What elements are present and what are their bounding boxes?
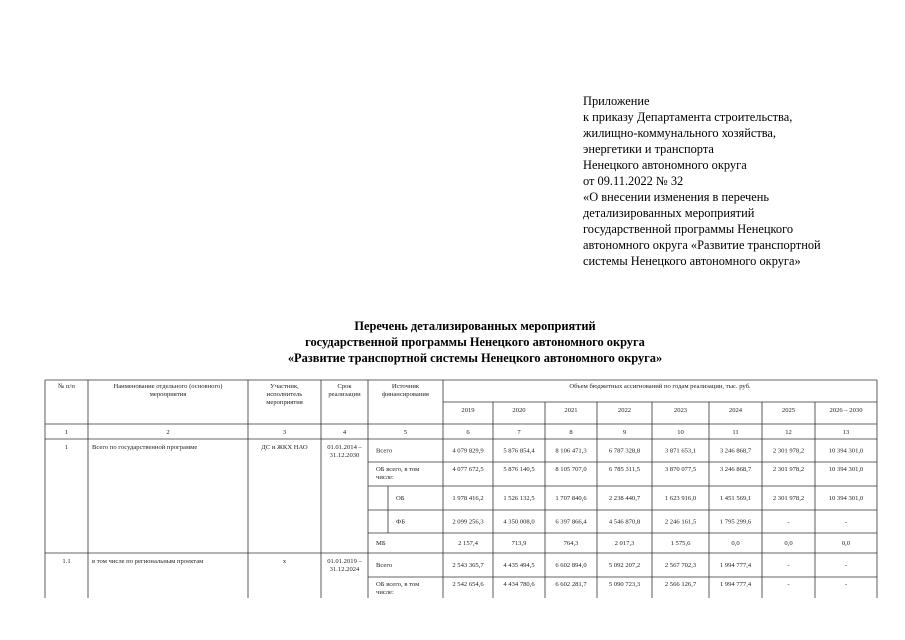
row-value: 4 546 870,8: [608, 518, 641, 526]
appendix-line: жилищно-коммунального хозяйства,: [583, 126, 777, 140]
appendix-line: энергетики и транспорта: [583, 142, 714, 156]
column-number: 7: [517, 429, 521, 436]
row-value: 1 575,6: [670, 540, 691, 547]
header-term: реализации: [328, 391, 361, 398]
column-number: 8: [569, 429, 573, 436]
row-value: 6 397 866,4: [555, 518, 587, 526]
appendix-line: Ненецкого автономного округа: [583, 158, 747, 172]
row-value: 6 602 281,7: [555, 581, 587, 588]
row-value: 1 795 299,6: [719, 518, 752, 526]
row-value: 10 394 301,0: [828, 466, 864, 473]
appendix-line: Приложение: [583, 94, 650, 108]
header-name: Наименование отдельного (основного): [113, 383, 223, 390]
row-value: 0,0: [841, 540, 851, 547]
header-year: 2023: [673, 407, 688, 414]
row-value: 713,9: [511, 540, 527, 547]
column-number: 3: [282, 429, 287, 436]
header-year: 2021: [564, 407, 578, 414]
row-value: -: [787, 581, 790, 588]
row-source: Всего: [376, 447, 393, 455]
row-num: 1: [64, 444, 69, 451]
appendix-line: «О внесении изменения в перечень: [583, 190, 770, 204]
row-value: 3 871 653,1: [664, 447, 697, 455]
row-value: 8 106 471,3: [555, 447, 587, 455]
row-value: 2 301 978,2: [772, 447, 805, 455]
appendix-line: автономного округа «Развитие транспортной: [583, 238, 821, 252]
column-number: 12: [785, 429, 792, 436]
row-value: 5 092 207,2: [608, 562, 641, 569]
row-value: 3 246 868,7: [719, 447, 752, 455]
row-value: 2 246 161,5: [664, 518, 697, 526]
row-value: 4 435 494,5: [503, 562, 535, 569]
row-value: 1 707 840,6: [555, 495, 587, 502]
row-value: 2 099 256,3: [452, 518, 484, 526]
column-number: 6: [466, 429, 470, 436]
row-source: МБ: [376, 540, 386, 547]
row-value: -: [787, 562, 790, 569]
row-source: ФБ: [396, 518, 405, 526]
title-line: государственной программы Ненецкого автономного округа: [305, 335, 645, 349]
row-value: 2 567 702,3: [664, 562, 697, 569]
row-value: 0,0: [784, 540, 793, 547]
row-value: 4 350 008,0: [503, 518, 535, 526]
row-value: 3 246 868,7: [719, 466, 752, 473]
header-executor: Участник,: [270, 383, 299, 390]
appendix-line: системы Ненецкого автономного округа»: [583, 254, 801, 268]
column-number: 13: [842, 429, 850, 436]
row-source: числе:: [376, 474, 394, 481]
appendix-line: детализированных мероприятий: [583, 206, 755, 220]
row-executor: ДС и ЖКХ НАО: [261, 444, 308, 451]
title-line: Перечень детализированных мероприятий: [354, 319, 596, 333]
row-term: 31.12.2024: [329, 566, 360, 573]
appendix-line: к приказу Департамента строительства,: [583, 110, 793, 124]
row-value: 10 394 301,0: [828, 447, 864, 455]
title-line: «Развитие транспортной системы Ненецкого автономного округа»: [287, 351, 663, 365]
row-source: ОБ всего, в том: [376, 466, 420, 473]
row-source: Всего: [376, 562, 393, 569]
column-number: 2: [166, 429, 170, 436]
row-value: -: [844, 581, 848, 588]
row-source: ОБ: [396, 495, 405, 502]
row-name: Всего по государственной программе: [92, 444, 198, 451]
appendix-line: государственной программы Ненецкого: [583, 222, 794, 236]
column-number: 4: [342, 429, 347, 436]
row-value: 0,0: [731, 540, 740, 547]
row-executor: х: [282, 558, 287, 565]
header-year: 2022: [617, 407, 632, 414]
appendix-line: от 09.11.2022 № 32: [583, 174, 684, 188]
header-source: финансирования: [382, 391, 429, 398]
row-value: 1 451 569,1: [719, 495, 752, 502]
row-value: 1 978 416,2: [452, 495, 484, 502]
row-value: 10 394 301,0: [828, 495, 864, 502]
header-budget: Объем бюджетных ассигнований по годам реализации, тыс. руб.: [569, 383, 751, 390]
row-value: 6 787 328,8: [608, 447, 641, 455]
column-number: 9: [622, 429, 627, 436]
row-value: 5 876 140,5: [503, 466, 535, 473]
header-name: мероприятия: [149, 391, 187, 398]
row-term: 31.12.2030: [329, 452, 360, 459]
column-number: 5: [403, 429, 408, 436]
row-source: числе:: [376, 589, 394, 596]
row-value: 5 876 854,4: [503, 447, 535, 455]
row-value: 1 526 132,5: [503, 495, 535, 502]
row-value: 2 543 365,7: [452, 562, 484, 569]
column-number: 1: [64, 429, 69, 436]
row-value: 2 238 440,7: [608, 495, 641, 502]
row-value: 2 566 126,7: [664, 581, 697, 588]
header-year: 2019: [461, 407, 475, 414]
header-executor: мероприятия: [266, 399, 303, 406]
row-value: 4 077 672,5: [452, 466, 484, 473]
row-value: 4 079 829,9: [452, 447, 484, 455]
row-value: 764,3: [563, 540, 579, 547]
header-term: Срок: [337, 383, 352, 390]
header-num: № п/п: [58, 383, 75, 390]
header-year: 2025: [781, 407, 796, 414]
row-value: 1 623 916,0: [664, 495, 697, 502]
row-term: 01.01.2014 –: [327, 444, 362, 451]
row-value: 5 090 723,3: [608, 581, 641, 588]
row-value: 8 105 707,0: [555, 466, 587, 473]
row-num: 1.1: [62, 558, 71, 565]
column-number: 11: [732, 429, 739, 436]
row-value: -: [787, 518, 790, 526]
row-value: 2 157,4: [458, 540, 478, 547]
row-value: 2 301 978,2: [772, 495, 805, 502]
column-number: 10: [677, 429, 684, 436]
row-value: 1 994 777,4: [719, 581, 752, 588]
row-value: 6 785 311,5: [608, 466, 641, 473]
row-value: 2 301 978,2: [772, 466, 805, 473]
row-source: ОБ всего, в том: [376, 581, 420, 588]
header-source: Источник: [391, 383, 420, 390]
row-value: -: [844, 518, 848, 526]
header-year: 2020: [512, 407, 526, 414]
header-year: 2026 – 2030: [829, 407, 863, 414]
header-year: 2024: [728, 407, 743, 414]
row-value: 1 994 777,4: [719, 562, 752, 569]
row-value: 2 542 654,6: [452, 581, 484, 588]
row-value: 3 870 077,5: [664, 466, 697, 473]
header-executor: исполнитель: [266, 391, 303, 398]
row-value: 6 602 894,0: [555, 562, 587, 569]
row-value: 2 017,3: [614, 540, 635, 547]
row-name: в том числе по региональным проектам: [92, 558, 204, 565]
row-value: 4 434 780,6: [503, 581, 535, 588]
row-term: 01.01.2019 –: [327, 558, 362, 565]
table-text: [58, 383, 864, 596]
row-value: -: [844, 562, 848, 569]
